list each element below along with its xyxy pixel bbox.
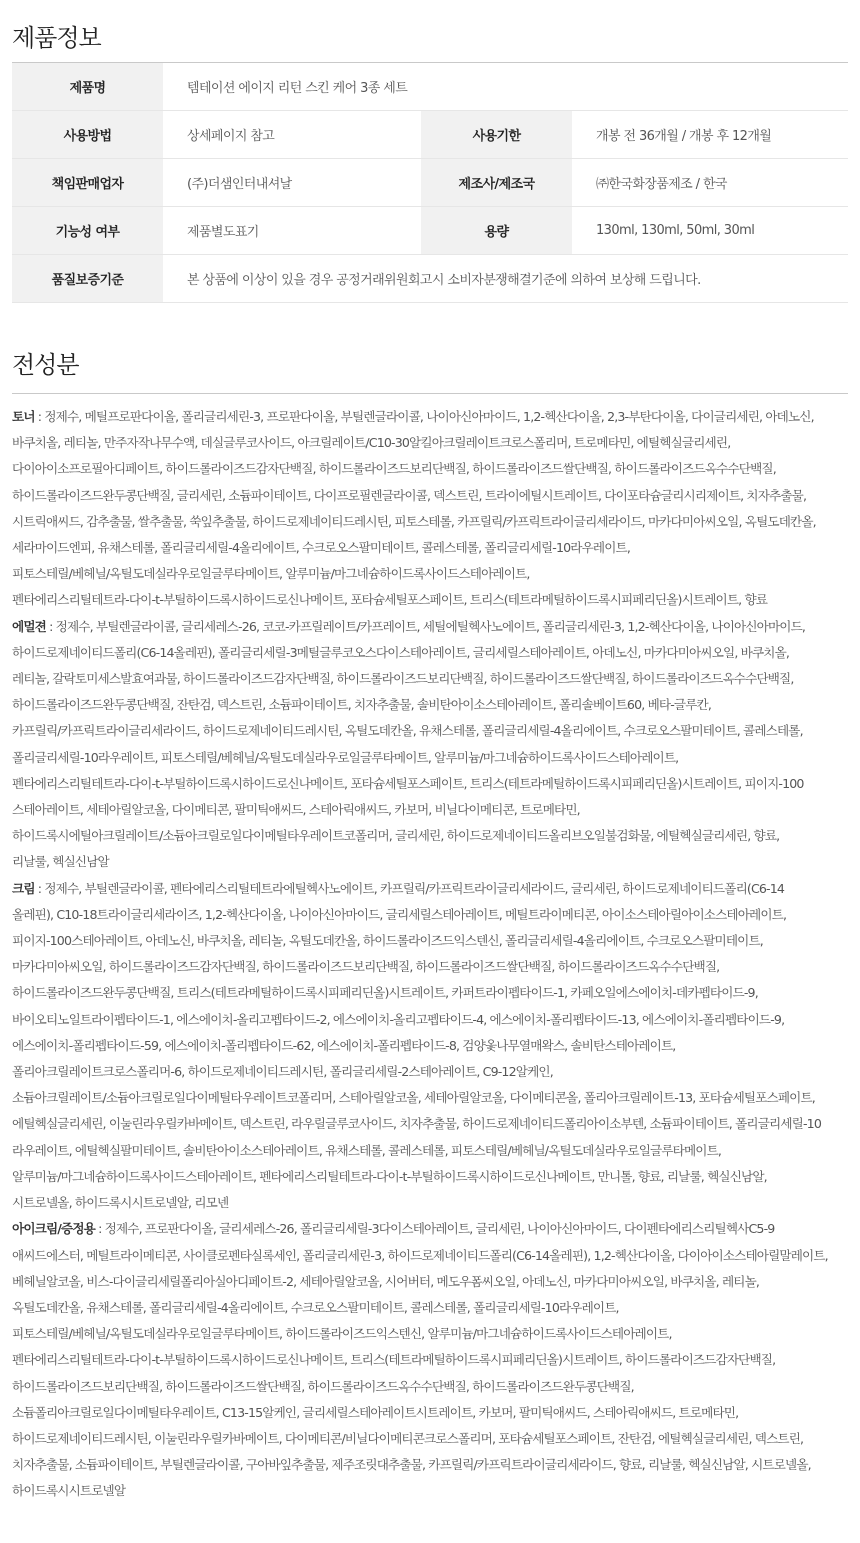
- ingredient-line: [12, 587, 848, 613]
- ingredient-text: : 정제수, 부틸렌글라이콜, 펜타에리스리틸테트라에틸헥사노에이트, 카프릴릭/카프릭트라이글리세라이드, 글리세린, 하이드로제네이티드폴리(C6-14: [34, 880, 785, 896]
- ingredient-text: : 정제수, 메틸프로판다이올, 폴리글리세린-3, 프로판다이올, 부틸렌글라이콜, 나이아신아마이드, 1,2-헥산다이올, 2,3-부탄다이올, 다이글리세린, 아데노신,: [34, 409, 814, 424]
- ingredient-text: 바이오티노일트라이펩타이드-1, 에스에이치-올리고펩타이드-2, 에스에이치-올리고펩타이드-4, 에스에이치-폴리펩타이드-13, 에스에이치-폴리펩타이드-9,: [12, 1011, 785, 1027]
- ingredient-text: 피이지-100스테아레이트, 아데노신, 바쿠치올, 레티놀, 옥틸도데칸올, 하이드롤라이즈드익스텐신, 폴리글리세릴-4올리에이트, 수크로오스팔미테이트,: [12, 933, 763, 949]
- ingredient-line: [12, 1321, 848, 1347]
- ingredient-line: [12, 1059, 848, 1085]
- info-value: 제품별도표기: [163, 207, 421, 255]
- ingredient-text: 리날룰, 헥실신남알: [12, 854, 109, 870]
- ingredient-line: [12, 1216, 848, 1242]
- ingredient-line: [12, 1007, 848, 1033]
- ingredient-text: : 정제수, 프로판다이올, 글리세레스-26, 폴리글리세릴-3다이스테아레이트, 글리세린, 나이아신아마이드, 다이펜타에리스리틸헥사C5-9: [94, 1221, 775, 1237]
- ingredient-text: 레티놀, 갈락토미세스발효여과물, 하이드롤라이즈드감자단백질, 하이드롤라이즈드보리단백질, 하이드롤라이즈드쌀단백질, 하이드롤라이즈드옥수수단백질,: [12, 671, 794, 687]
- ingredient-line: [12, 561, 848, 587]
- ingredient-line: [12, 1138, 848, 1164]
- product-info-table: [12, 63, 848, 303]
- info-label: 용량: [421, 207, 572, 255]
- ingredient-text: 애씨드에스터, 메틸트라이메티콘, 사이클로펜타실록세인, 폴리글리세린-3, 하이드로제네이티드폴리(C6-14올레핀), 1,2-헥산다이올, 다이아이소스테아릴말레이트,: [12, 1247, 828, 1263]
- info-label: 제조사/제조국: [421, 159, 572, 207]
- ingredient-line: [12, 1243, 848, 1269]
- ingredient-line: [12, 954, 848, 980]
- ingredient-line: [12, 456, 848, 482]
- info-label: 사용기한: [421, 111, 572, 159]
- ingredient-line: [12, 797, 848, 823]
- ingredient-line: [12, 1085, 848, 1111]
- ingredient-line: [12, 640, 848, 666]
- ingredient-line: [12, 1478, 848, 1504]
- ingredient-line: [12, 849, 848, 875]
- ingredients-title: 전성분: [12, 351, 79, 379]
- info-value: 130ml, 130ml, 50ml, 30ml: [572, 207, 848, 255]
- info-row: [12, 207, 848, 255]
- ingredient-line: [12, 823, 848, 849]
- ingredient-line: [12, 404, 848, 430]
- ingredient-line: [12, 1190, 848, 1216]
- ingredient-product-name: 크림: [12, 880, 35, 896]
- ingredient-text: 라우레이트, 에틸헥실팔미테이트, 솔비탄아이소스테아레이트, 유채스테롤, 콜레스테롤, 피토스테릴/베헤닐/옥틸도데실라우로일글루타메이트,: [12, 1142, 722, 1158]
- ingredient-text: 에스에이치-폴리펩타이드-59, 에스에이치-폴리펩타이드-62, 에스에이치-폴리펩타이드-8, 검양옻나무열매왁스, 솔비탄스테아레이트,: [12, 1037, 676, 1053]
- ingredient-product-name: 에멀젼: [12, 618, 46, 634]
- info-label: 제품명: [12, 63, 163, 111]
- info-value: 상세페이지 참고: [163, 111, 421, 159]
- product-info-table-body: [12, 63, 848, 303]
- ingredient-text: 바쿠치올, 레티놀, 만주자작나무수액, 데실글루코사이드, 아크릴레이트/C10-30알킬아크릴레이트크로스폴리머, 트로메타민, 에틸헥실글리세린,: [12, 435, 731, 451]
- ingredient-line: [12, 1374, 848, 1400]
- info-label: 기능성 여부: [12, 207, 163, 255]
- ingredient-line: [12, 771, 848, 797]
- ingredient-line: [12, 666, 848, 692]
- ingredient-text: 카프릴릭/카프릭트라이글리세라이드, 하이드로제네이티드레시틴, 옥틸도데칸올, 유채스테롤, 폴리글리세릴-4올리에이트, 수크로오스팔미테이트, 콜레스테롤,: [12, 723, 803, 739]
- ingredient-line: [12, 980, 848, 1006]
- ingredient-text: 폴리아크릴레이트크로스폴리머-6, 하이드로제네이티드레시틴, 폴리글리세릴-2스테아레이트, C9-12알케인,: [12, 1064, 553, 1080]
- ingredient-line: [12, 745, 848, 771]
- ingredient-line: [12, 430, 848, 456]
- ingredient-text: 다이아이소프로필아디페이트, 하이드롤라이즈드감자단백질, 하이드롤라이즈드보리단백질, 하이드롤라이즈드쌀단백질, 하이드롤라이즈드옥수수단백질,: [12, 461, 776, 477]
- ingredient-line: [12, 1426, 848, 1452]
- info-row: [12, 159, 848, 207]
- ingredient-text: 스테아레이트, 세테아릴알코올, 다이메티콘, 팔미틱애씨드, 스테아릭애씨드, 카보머, 비닐다이메티콘, 트로메타민,: [12, 802, 580, 818]
- product-info-section-header: [12, 0, 848, 62]
- ingredient-text: 펜타에리스리틸테트라-다이-t-부틸하이드록시하이드로신나메이트, 포타슘세틸포스페이트, 트리스(테트라메틸하이드록시피페리딘올)시트레이트, 향료: [12, 592, 768, 608]
- ingredient-text: 치자추출물, 소듐파이테이트, 부틸렌글라이콜, 구아바잎추출물, 제주조릿대추출물, 카프릴릭/카프릭트라이글리세라이드, 향료, 리날룰, 헥실신남알, 시트로넬올,: [12, 1457, 811, 1473]
- product-info-title: 제품정보: [12, 24, 101, 52]
- ingredient-line: [12, 1400, 848, 1426]
- ingredient-text: 소듐아크릴레이트/소듐아크릴로일다이메틸타우레이트코폴리머, 스테아릴알코올, 세테아릴알코올, 다이메티콘올, 폴리아크릴레이트-13, 포타슘세틸포스페이트,: [12, 1090, 815, 1106]
- ingredient-line: [12, 1452, 848, 1478]
- ingredient-text: 올레핀), C10-18트라이글리세라이즈, 1,2-헥산다이올, 나이아신아마이드, 글리세릴스테아레이트, 메틸트라이메티콘, 아이소스테아릴아이소스테아레이트,: [12, 906, 787, 922]
- ingredient-text: 세라마이드엔피, 유채스테롤, 폴리글리세릴-4올리에이트, 수크로오스팔미테이트, 콜레스테롤, 폴리글리세릴-10라우레이트,: [12, 540, 631, 556]
- ingredients-list: [12, 394, 848, 1505]
- info-label: 책임판매업자: [12, 159, 163, 207]
- ingredient-line: [12, 535, 848, 561]
- ingredients-section-header: [12, 303, 848, 393]
- info-row: [12, 63, 848, 111]
- ingredient-block: [12, 876, 848, 1217]
- ingredient-line: [12, 692, 848, 718]
- ingredient-line: [12, 1164, 848, 1190]
- ingredient-block: [12, 404, 848, 614]
- ingredient-line: [12, 718, 848, 744]
- info-label: 품질보증기준: [12, 255, 163, 303]
- ingredient-text: 하이드롤라이즈드보리단백질, 하이드롤라이즈드쌀단백질, 하이드롤라이즈드옥수수단백질, 하이드롤라이즈드완두콩단백질,: [12, 1378, 634, 1394]
- ingredient-text: 하이드록시시트로넬알: [12, 1483, 126, 1499]
- ingredient-text: 소듐폴리아크릴로일다이메틸타우레이트, C13-15알케인, 글리세릴스테아레이트시트레이트, 카보머, 팔미틱애씨드, 스테아릭애씨드, 트로메타민,: [12, 1404, 739, 1420]
- ingredient-text: 하이드록시에틸아크릴레이트/소듐아크릴로일다이메틸타우레이트코폴리머, 글리세린, 하이드로제네이티드올리브오일불검화물, 에틸헥실글리세린, 향료,: [12, 828, 780, 844]
- ingredient-line: [12, 509, 848, 535]
- ingredient-block: [12, 614, 848, 876]
- ingredient-text: 베헤닐알코올, 비스-다이글리세릴폴리아실아디페이트-2, 세테아릴알코올, 시어버터, 메도우폼씨오일, 아데노신, 마카다미아씨오일, 바쿠치올, 레티놀,: [12, 1273, 760, 1289]
- ingredient-text: 알루미늄/마그네슘하이드록사이드스테아레이트, 펜타에리스리틸테트라-다이-t-부틸하이드록시하이드로신나메이트, 만니톨, 향료, 리날룰, 헥실신남알,: [12, 1168, 767, 1184]
- ingredient-text: 마카다미아씨오일, 하이드롤라이즈드감자단백질, 하이드롤라이즈드보리단백질, 하이드롤라이즈드쌀단백질, 하이드롤라이즈드옥수수단백질,: [12, 959, 720, 975]
- ingredient-text: : 정제수, 부틸렌글라이콜, 글리세레스-26, 코코-카프릴레이트/카프레이트, 세틸에틸헥사노에이트, 폴리글리세린-3, 1,2-헥산다이올, 나이아신아마이드,: [45, 618, 806, 634]
- ingredient-text: 하이드롤라이즈드완두콩단백질, 트리스(테트라메틸하이드록시피페리딘올)시트레이트, 카퍼트라이펩타이드-1, 카페오일에스에이치-데카펩타이드-9,: [12, 985, 758, 1001]
- ingredient-line: [12, 1269, 848, 1295]
- ingredient-text: 폴리글리세릴-10라우레이트, 피토스테릴/베헤닐/옥틸도데실라우로일글루타메이트, 알루미늄/마그네슘하이드록사이드스테아레이트,: [12, 749, 679, 765]
- ingredient-text: 펜타에리스리틸테트라-다이-t-부틸하이드록시하이드로신나메이트, 포타슘세틸포스페이트, 트리스(테트라메틸하이드록시피페리딘올)시트레이트, 피이지-100: [12, 775, 804, 791]
- ingredient-product-name: 토너: [12, 409, 35, 424]
- ingredient-text: 시트릭애씨드, 감추출물, 쌀추출물, 쑥잎추출물, 하이드로제네이티드레시틴, 피토스테롤, 카프릴릭/카프릭트라이글리세라이드, 마카다미아씨오일, 옥틸도데칸올,: [12, 513, 816, 529]
- ingredient-line: [12, 1295, 848, 1321]
- ingredient-text: 펜타에리스리틸테트라-다이-t-부틸하이드록시하이드로신나메이트, 트리스(테트라메틸하이드록시피페리딘올)시트레이트, 하이드롤라이즈드감자단백질,: [12, 1352, 776, 1368]
- ingredient-line: [12, 1347, 848, 1373]
- info-value: 개봉 전 36개월 / 개봉 후 12개월: [572, 111, 848, 159]
- ingredient-text: 시트로넬올, 하이드록시시트로넬알, 리모넨: [12, 1195, 229, 1211]
- ingredient-product-name: 아이크림/증정용: [12, 1221, 95, 1237]
- info-value: (주)더샘인터내셔날: [163, 159, 421, 207]
- info-label: 사용방법: [12, 111, 163, 159]
- ingredient-text: 에틸헥실글리세린, 이눌린라우릴카바메이트, 덱스트린, 라우릴글루코사이드, 치자추출물, 하이드로제네이티드폴리아이소부텐, 소듐파이테이트, 폴리글리세릴-10: [12, 1116, 821, 1132]
- info-value: 본 상품에 이상이 있을 경우 공정거래위원회고시 소비자분쟁해결기준에 의하여 보상해 드립니다.: [163, 255, 848, 303]
- ingredient-text: 피토스테릴/베헤닐/옥틸도데실라우로일글루타메이트, 알루미늄/마그네슘하이드록사이드스테아레이트,: [12, 566, 530, 582]
- ingredient-line: [12, 483, 848, 509]
- ingredient-text: 옥틸도데칸올, 유채스테롤, 폴리글리세릴-4올리에이트, 수크로오스팔미테이트, 콜레스테롤, 폴리글리세릴-10라우레이트,: [12, 1299, 619, 1315]
- info-value: ㈜한국화장품제조 / 한국: [572, 159, 848, 207]
- ingredient-text: 피토스테릴/베헤닐/옥틸도데실라우로일글루타메이트, 하이드롤라이즈드익스텐신, 알루미늄/마그네슘하이드록사이드스테아레이트,: [12, 1326, 672, 1342]
- ingredient-line: [12, 614, 848, 640]
- ingredient-line: [12, 1111, 848, 1137]
- ingredient-block: [12, 1216, 848, 1504]
- info-row: [12, 255, 848, 303]
- ingredient-line: [12, 1033, 848, 1059]
- ingredient-text: 하이드로제네이티드폴리(C6-14올레핀), 폴리글리세릴-3메틸글루코오스다이스테아레이트, 글리세릴스테아레이트, 아데노신, 마카다미아씨오일, 바쿠치올,: [12, 644, 790, 660]
- ingredient-line: [12, 902, 848, 928]
- info-row: [12, 111, 848, 159]
- ingredient-text: 하이드로제네이티드레시틴, 이눌린라우릴카바메이트, 다이메티콘/비닐다이메티콘크로스폴리머, 포타슘세틸포스페이트, 잔탄검, 에틸헥실글리세린, 덱스트린,: [12, 1430, 804, 1446]
- ingredient-text: 하이드롤라이즈드완두콩단백질, 글리세린, 소듐파이테이트, 다이프로필렌글라이콜, 덱스트린, 트라이에틸시트레이트, 다이포타슘글리시리제이트, 치자추출물,: [12, 487, 807, 503]
- ingredient-line: [12, 928, 848, 954]
- ingredient-line: [12, 876, 848, 902]
- info-value: 템테이션 에이지 리턴 스킨 케어 3종 세트: [163, 63, 848, 111]
- ingredient-text: 하이드롤라이즈드완두콩단백질, 잔탄검, 덱스트린, 소듐파이테이트, 치자추출물, 솔비탄아이소스테아레이트, 폴리솔베이트60, 베타-글루칸,: [12, 697, 711, 713]
